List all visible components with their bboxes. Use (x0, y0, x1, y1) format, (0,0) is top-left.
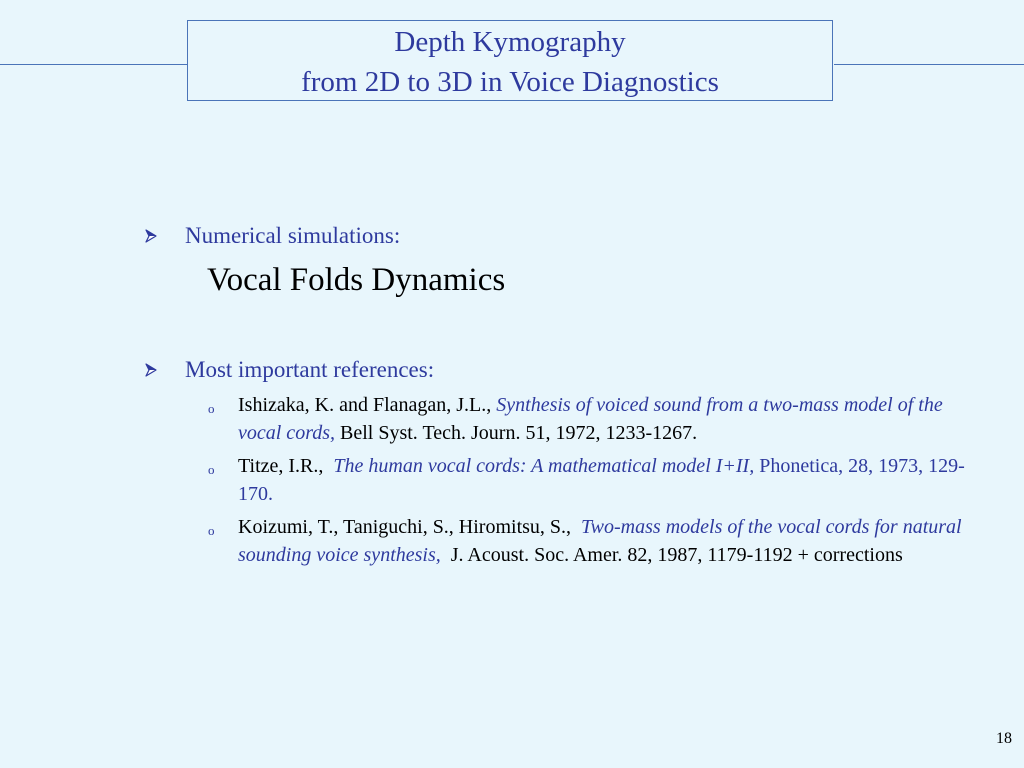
reference-authors: Koizumi, T., Taniguchi, S., Hiromitsu, S., (238, 516, 572, 538)
bullet-label: Numerical simulations: (185, 223, 401, 248)
page-number: 18 (996, 730, 1012, 747)
reference-list (208, 392, 988, 575)
arrowhead-bullet-icon (144, 363, 158, 377)
circle-bullet-icon: o (208, 401, 215, 416)
subheading: Vocal Folds Dynamics (207, 262, 506, 298)
reference-source: Bell Syst. Tech. Journ. 51, 1972, 1233-1267. (340, 421, 698, 444)
reference-title: The human vocal cords: A mathematical model I+II, (333, 455, 755, 477)
circle-bullet-icon: o (208, 523, 215, 538)
reference-item (208, 392, 988, 447)
circle-bullet-icon: o (208, 462, 215, 477)
reference-source: J. Acoust. Soc. Amer. 82, 1987, 1179-1192 + corrections (450, 543, 903, 566)
reference-item (208, 514, 988, 569)
title-line-2: from 2D to 3D in Voice Diagnostics (301, 66, 719, 98)
reference-authors: Titze, I.R., (238, 455, 324, 477)
reference-authors: Ishizaka, K. and Flanagan, J.L., (238, 394, 492, 416)
title-rule-left (0, 64, 188, 65)
slide-title (187, 20, 833, 101)
reference-title: Two-mass models of the vocal cords for natural sounding voice synthesis, (238, 516, 962, 566)
bullet-label: Most important references: (185, 357, 435, 382)
reference-source: Phonetica, 28, 1973, 129-170. (238, 455, 965, 505)
arrowhead-bullet-icon (144, 229, 158, 243)
reference-item (208, 453, 988, 508)
title-rule-right (834, 64, 1024, 65)
title-line-1: Depth Kymography (394, 26, 626, 58)
reference-title: Synthesis of voiced sound from a two-mass model of the vocal cords, (238, 394, 943, 444)
